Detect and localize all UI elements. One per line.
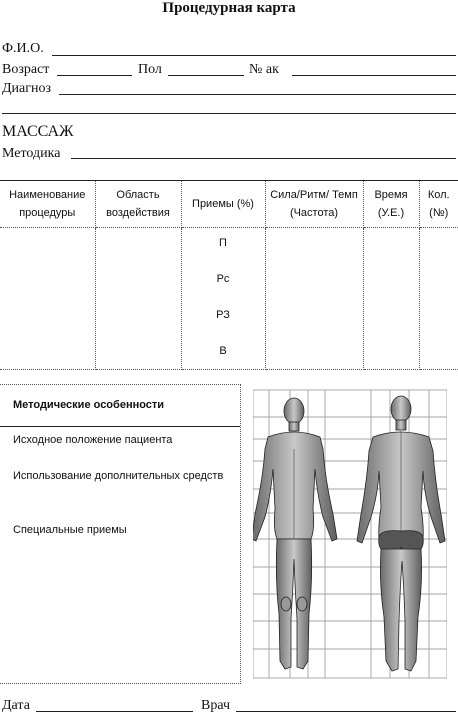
cell-techniques[interactable] — [181, 228, 265, 370]
cell-force-rhythm-tempo[interactable] — [265, 228, 363, 370]
methodical-notes-box — [0, 384, 241, 684]
cell-procedure-name[interactable] — [0, 228, 95, 370]
diagnosis-field[interactable] — [59, 94, 456, 95]
table-row — [0, 228, 458, 370]
front-body-icon — [253, 398, 337, 669]
technique-item: П — [219, 237, 227, 249]
cell-time[interactable] — [363, 228, 419, 370]
date-label: Дата — [2, 698, 30, 713]
sex-label: Пол — [138, 62, 162, 77]
note-initial-position[interactable]: Исходное положение пациента — [13, 434, 173, 446]
massage-title: МАССАЖ — [2, 123, 74, 140]
procedure-table — [0, 180, 458, 370]
age-label: Возраст — [2, 62, 50, 77]
col-header-force-rhythm-tempo: Сила/Ритм/ Темп (Частота) — [265, 181, 363, 228]
card-number-label: № ак — [249, 62, 279, 77]
col-header-procedure-name: Наименование процедуры — [0, 181, 95, 228]
page-title: Процедурная карта — [162, 0, 296, 16]
doctor-field[interactable] — [236, 711, 456, 712]
method-label: Методика — [2, 146, 61, 161]
date-field[interactable] — [36, 711, 193, 712]
cell-count[interactable] — [419, 228, 458, 370]
diagnosis-label: Диагноз — [2, 81, 52, 96]
note-additional-aids[interactable]: Использование дополнительных средств — [13, 470, 224, 482]
technique-item: Рс — [216, 273, 230, 285]
technique-item: В — [219, 345, 227, 357]
notes-heading: Методические особенности — [13, 399, 165, 411]
diagnosis-field-line-2[interactable] — [2, 113, 456, 114]
age-field[interactable] — [57, 75, 132, 76]
fio-field[interactable] — [52, 55, 456, 56]
col-header-techniques: Приемы (%) — [181, 181, 265, 228]
col-header-area: Область воздействия — [95, 181, 181, 228]
sex-field[interactable] — [168, 75, 244, 76]
body-chart-figure — [253, 389, 447, 679]
back-body-icon — [357, 396, 445, 671]
table-header-row — [0, 181, 458, 228]
fio-label: Ф.И.О. — [2, 41, 44, 56]
cell-area[interactable] — [95, 228, 181, 370]
note-special-techniques[interactable]: Специальные приемы — [13, 524, 127, 536]
notes-divider — [0, 426, 240, 427]
col-header-count: Кол. (№) — [419, 181, 458, 228]
doctor-label: Врач — [201, 698, 231, 713]
col-header-time: Время (У.Е.) — [363, 181, 419, 228]
card-number-field[interactable] — [292, 75, 456, 76]
technique-item: РЗ — [216, 309, 230, 321]
method-field[interactable] — [71, 158, 456, 159]
